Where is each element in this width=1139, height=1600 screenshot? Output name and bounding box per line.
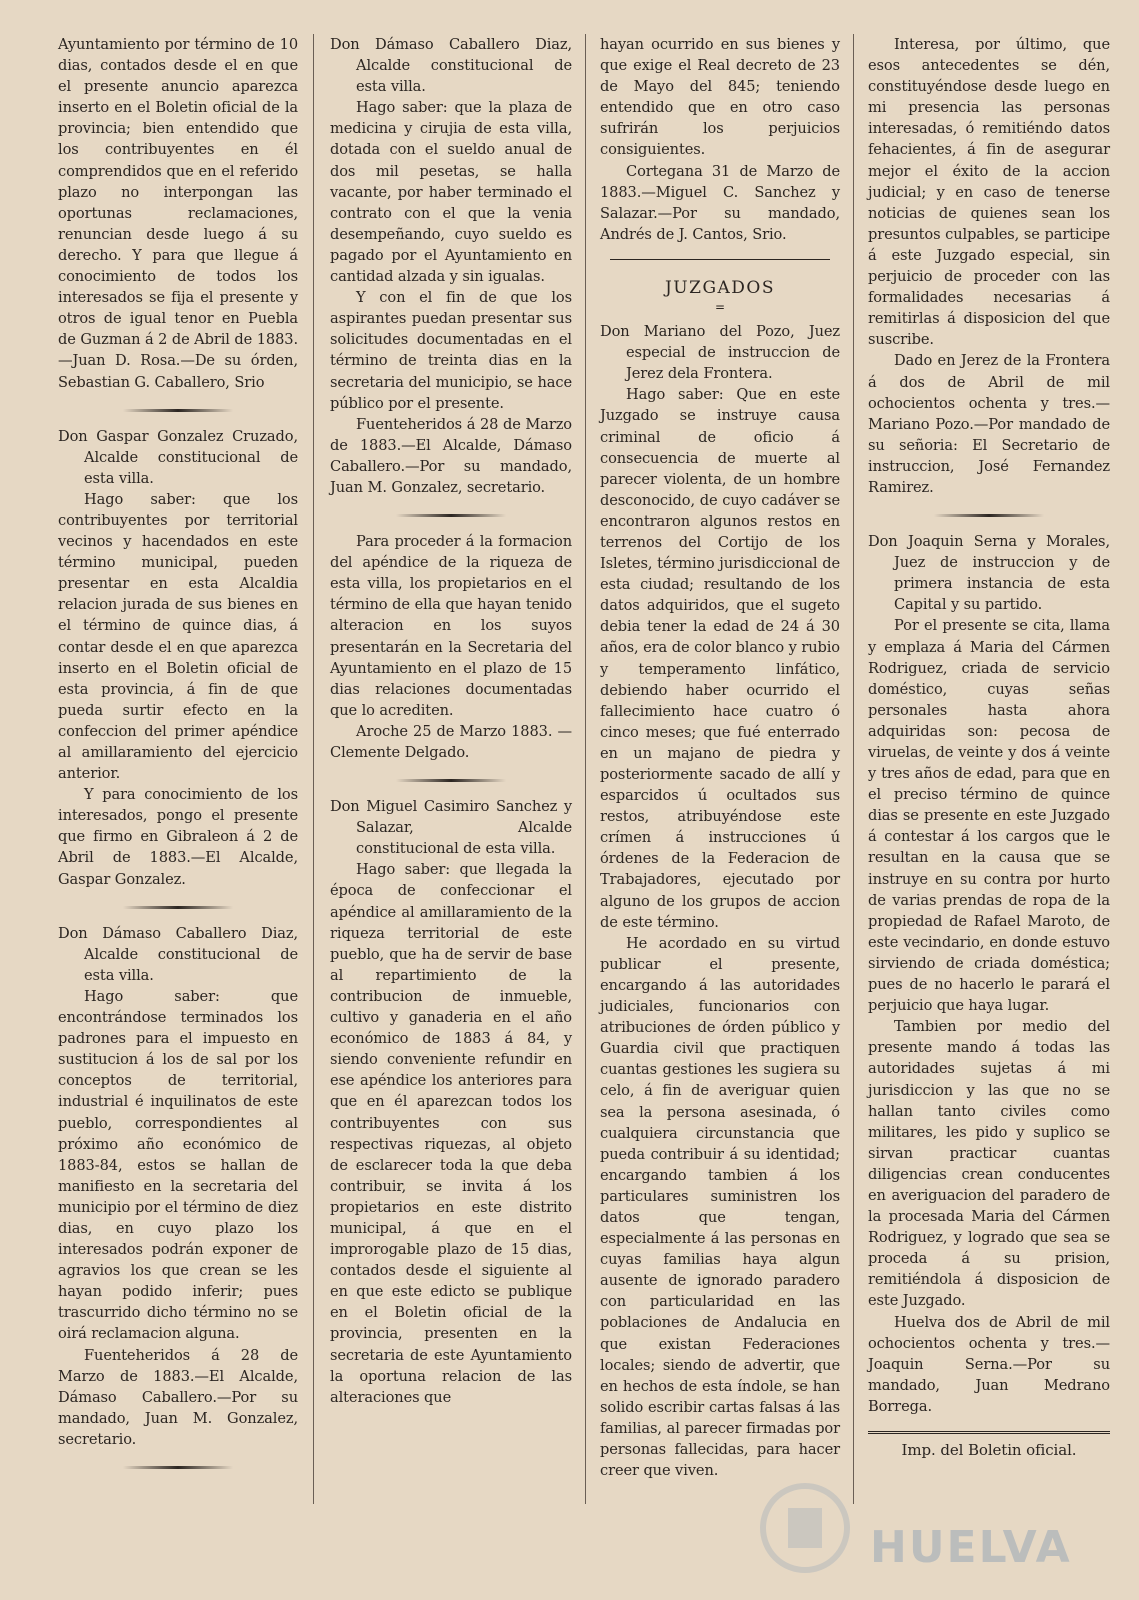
- notice-heading: Don Dámaso Caballero Diaz, Alcalde constitucional de esta villa.: [58, 924, 298, 984]
- notice-text: Fuenteheridos á 28 de Marzo de 1883.—El Alcalde, Dámaso Caballero.—Por su mandado, Juan M. Gonzalez, secretario.: [58, 1346, 298, 1448]
- column-2: [330, 34, 572, 1408]
- separator-ornament: [123, 1466, 233, 1469]
- watermark-text: HUELVA: [870, 1522, 1072, 1573]
- notice-text: Hago saber: que la plaza de medicina y cirujia de esta villa, dotada con el sueldo anual de dos mil pesetas, se halla vacante, por haber terminado el contrato con el que la venia desempeñando, cuyo sueldo es pagado por el Ayuntamiento en cantidad alzada y sin igualas.: [330, 99, 572, 286]
- notice-text: Y para conocimiento de los interesados, pongo el presente que firmo en Gibraleon á 2 de Abril de 1883.—El Alcalde, Gaspar Gonzalez.: [58, 786, 298, 888]
- notice-heading: Don Gaspar Gonzalez Cruzado, Alcalde constitucional de esta villa.: [58, 427, 298, 487]
- notice-text: Por el presente se cita, llama y emplaza á Maria del Cármen Rodriguez, criada de servicio doméstico, cuyas señas personales hasta ahora adquiridas son: pecosa de viruelas, de veinte y dos á veinte y tres años de edad, para que en el preciso término de quince dias se presente en este Juzgado á contestar á los cargos que le resultan en la causa que se instruye en su contra por hurto de varias prendas de ropa de la propiedad de Rafael Maroto, de este vecindario, en donde estuvo sirviendo de criada doméstica; pues de no hacerlo le parará el perjuicio que haya lugar.: [868, 617, 1110, 1015]
- separator-rule: [610, 259, 830, 262]
- column-divider: [585, 34, 586, 1504]
- separator-ornament: [123, 409, 233, 412]
- notice-text: Huelva dos de Abril de mil ochocientos ochenta y tres.—Joaquin Serna.—Por su mandado, Juan Medrano Borrega.: [868, 1313, 1110, 1415]
- notice-text: Hago saber: Que en este Juzgado se instruye causa criminal de oficio á consecuencia de muerte al parecer violenta, de un hombre desconocido, de cuyo cadáver se encontraron algunos restos en terrenos del Cortijo de los Isletes, término jurisdiccional de esta ciudad; resultando de los datos adquiridos, que el sugeto debia tener la edad de 24 á 30 años, era de color blanco y rubio y temperamento linfático, debiendo haber ocurrido el fallecimiento hace cuatro ó cinco meses; que fué enterrado en un majano de piedra y posteriormente sacado de allí y esparcidos ú ocultados sus restos, atribuyéndose este crímen á instrucciones ú órdenes de la Federacion de Trabajadores, ejecutado por alguno de los grupos de accion de este término.: [600, 386, 840, 931]
- notice-heading: Don Mariano del Pozo, Juez especial de instruccion de Jerez dela Frontera.: [600, 323, 840, 383]
- notice-text: Hago saber: que los contribuyentes por territorial vecinos y hacendados en este término municipal, pueden presentar en esta Alcaldia relacion jurada de sus bienes en el término de quince dias, á contar desde el en que aparezca inserto en el Boletin oficial de esta provincia, á fin de que pueda surtir efecto en la confeccion del primer apéndice al amillaramiento del ejercicio anterior.: [58, 490, 298, 783]
- column-3: [600, 34, 840, 1481]
- notice-text: Y con el fin de que los aspirantes puedan presentar sus solicitudes documentadas en el término de treinta dias en la secretaria del municipio, se hace público por el presente.: [330, 289, 572, 412]
- notice-text: Cortegana 31 de Marzo de 1883.—Miguel C. Sanchez y Salazar.—Por su mandado, Andrés de J. Cantos, Srio.: [600, 162, 840, 243]
- imprint: Imp. del Boletin oficial.: [901, 1441, 1077, 1459]
- section-mark: =: [715, 300, 725, 315]
- column-4: [868, 34, 1110, 1461]
- notice-text: Hago saber: que llegada la época de confeccionar el apéndice al amillaramiento de la riqueza territorial de este pueblo, que ha de servir de base al repartimiento de la contribucion de inmueble, cultivo y ganaderia en el año económico de 1883 á 84, y siendo conveniente refundir en ese apéndice los anteriores para que en él aparezcan todos los contribuyentes con sus respectivas riquezas, al objeto de esclarecer toda la que deba contribuir, se invita á los propietarios en este distrito municipal, á que en el improrogable plazo de 15 dias, contados desde el siguiente al en que este edicto se publique en el Boletin oficial de la provincia, presenten en la secretaria de este Ayuntamiento la oportuna relacion de las alteraciones que: [330, 861, 572, 1406]
- notice-text: Tambien por medio del presente mando á todas las autoridades sujetas á mi jurisdiccion y las que no se hallan tanto civiles como militares, les pido y suplico se sirvan practicar cuantas diligencias crean conducentes en averiguacion del paradero de la procesada Maria del Cármen Rodriguez, y logrado que sea se proceda á su prision, remitiéndola á disposicion de este Juzgado.: [868, 1018, 1110, 1310]
- notice-heading: Don Miguel Casimiro Sanchez y Salazar, Alcalde constitucional de esta villa.: [330, 798, 572, 858]
- notice-text: Dado en Jerez de la Frontera á dos de Abril de mil ochocientos ochenta y tres.—Mariano Pozo.—Por mandado de su señoria: El Secretario de instruccion, José Fernandez Ramirez.: [868, 352, 1110, 496]
- separator-ornament: [934, 514, 1044, 517]
- notice-heading: Don Dámaso Caballero Diaz, Alcalde constitucional de esta villa.: [330, 36, 572, 96]
- notice-text: He acordado en su virtud publicar el presente, encargando á las autoridades judiciales, funcionarios con atribuciones de órden público y Guardia civil que practiquen cuantas gestiones les sugiera su celo, á fin de averiguar quien sea la persona asesinada, ó cualquiera circunstancia que pueda contribuir á su identidad; encargando tambien á los particulares suministren los datos que tengan, especialmente á las personas en cuyas familias haya algun ausente de ignorado paradero con particularidad en las poblaciones de Andalucia en que existan Federaciones locales; siendo de advertir, que en hechos de esta índole, se han solido escribir cartas falsas á las familias, al parecer firmadas por personas fallecidas, para hacer creer que viven.: [600, 934, 840, 1480]
- notice-text: Ayuntamiento por término de 10 dias, contados desde el en que el presente anuncio aparezca inserto en el Boletin oficial de la provincia; bien entendido que los contribuyentes en él comprendidos que en el referido plazo no interpongan las oportunas reclamaciones, renuncian desde luego á su derecho. Y para que llegue á conocimiento de todos los interesados se fija el presente y otros de igual tenor en Puebla de Guzman á 2 de Abril de 1883.—Juan D. Rosa.—De su órden, Sebastian G. Caballero, Srio: [58, 36, 298, 391]
- column-divider: [853, 34, 854, 1504]
- notice-text: Interesa, por último, que esos antecedentes se dén, constituyéndose desde luego en mi presencia las personas interesadas, ó remitiéndo datos fehacientes, á fin de asegurar mejor el éxito de la accion judicial; y en caso de tenerse noticias de quienes sean los presuntos culpables, se participe á este Juzgado especial, sin perjuicio de proceder con las formalidades necesarias á remitirlas á disposicion del que suscribe.: [868, 36, 1110, 349]
- separator-ornament: [396, 779, 506, 782]
- section-title: JUZGADOS: [664, 277, 776, 298]
- column-1: [58, 34, 298, 1483]
- column-divider: [313, 34, 314, 1504]
- separator-ornament: [396, 514, 506, 517]
- notice-heading: Don Joaquin Serna y Morales, Juez de instruccion y de primera instancia de esta Capital y su partido.: [868, 533, 1110, 614]
- separator-ornament: [123, 906, 233, 909]
- notice-text: Fuenteheridos á 28 de Marzo de 1883.—El Alcalde, Dámaso Caballero.—Por su mandado, Juan M. Gonzalez, secretario.: [330, 415, 572, 496]
- notice-text: Para proceder á la formacion del apéndice de la riqueza de esta villa, los propietarios en el término de ella que hayan tenido alteracion en los suyos presentarán en la Secretaria del Ayuntamiento en el plazo de 15 dias relaciones documentadas que lo acrediten.: [330, 533, 572, 719]
- notice-text: Aroche 25 de Marzo 1883. —Clemente Delgado.: [330, 722, 572, 761]
- notice-text: hayan ocurrido en sus bienes y que exige el Real decreto de 23 de Mayo del 845; teniendo entendido que en otro caso sufrirán los perjuicios consiguientes.: [600, 36, 840, 159]
- notice-text: Hago saber: que encontrándose terminados los padrones para el impuesto en sustitucion á los de sal por los conceptos de territorial, industrial é inquilinatos de este pueblo, correspondientes al próximo año económico de 1883-84, estos se hallan de manifiesto en la secretaria del municipio por el término de diez dias, en cuyo plazo los interesados podrán exponer de agravios los que crean se les hayan podido inferir; pues trascurrido dicho término no se oirá reclamacion alguna.: [58, 987, 298, 1343]
- footer-rule: [868, 1431, 1110, 1434]
